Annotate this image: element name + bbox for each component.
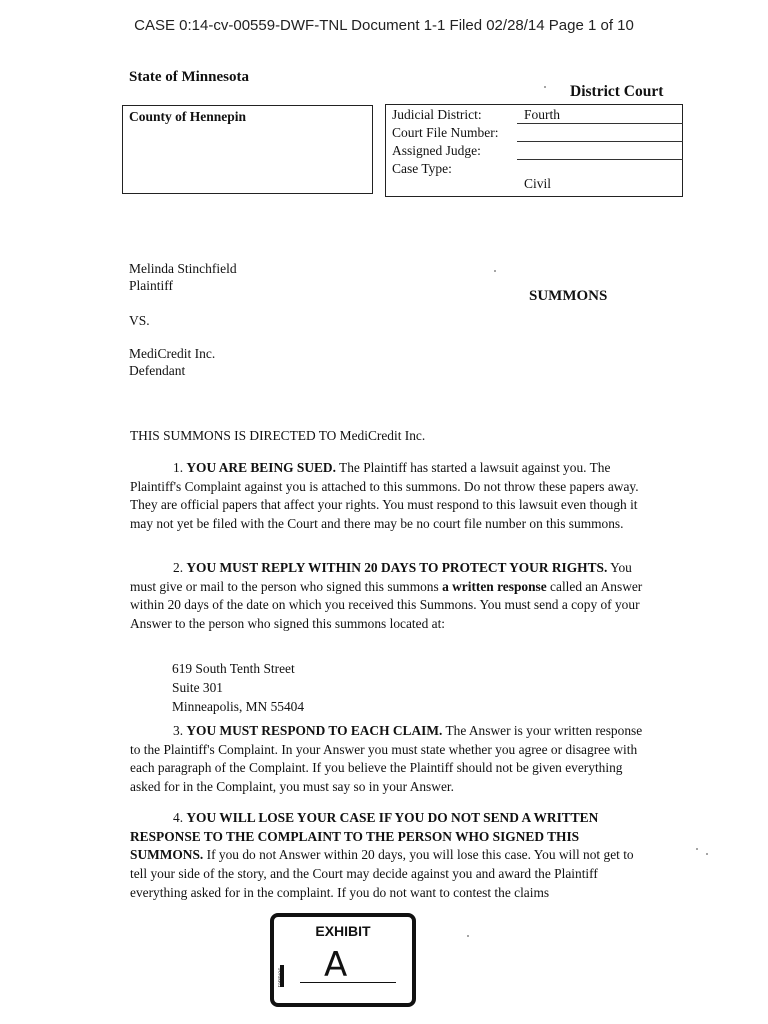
- scan-speck: [696, 848, 698, 850]
- paragraph-2-number: 2.: [173, 560, 187, 575]
- state-name: State of Minnesota: [129, 69, 249, 85]
- paragraph-4-number: 4.: [173, 810, 187, 825]
- case-header: CASE 0:14-cv-00559-DWF-TNL Document 1-1 Filed 02/28/14 Page 1 of 10: [134, 17, 634, 34]
- case-type-label: Case Type:: [392, 161, 452, 176]
- versus: VS.: [129, 313, 150, 328]
- paragraph-2-text-cont: called an Answer within 20 days of the date on which you received this Summons. You must send a copy of your Answer to the person who signed this summons located at:: [130, 578, 643, 632]
- exhibit-stamp: [270, 913, 416, 1007]
- county-name: County of Hennepin: [129, 109, 247, 124]
- field-rule: [517, 123, 683, 124]
- exhibit-letter: A: [324, 945, 348, 985]
- document-title: SUMMONS: [529, 288, 608, 304]
- paragraph-1-number: 1.: [173, 460, 187, 475]
- paragraph-3-number: 3.: [173, 723, 187, 738]
- address-line-2: Suite 301: [172, 680, 223, 695]
- paragraph-2: [130, 559, 646, 634]
- exhibit-underline: [300, 982, 396, 983]
- judicial-district-value: Fourth: [524, 107, 561, 122]
- paragraph-3-heading: YOU MUST RESPOND TO EACH CLAIM.: [186, 723, 443, 738]
- paragraph-1-heading: YOU ARE BEING SUED.: [186, 460, 336, 475]
- scan-speck: [494, 270, 496, 272]
- scan-speck: [544, 86, 546, 88]
- judicial-district-label: Judicial District:: [392, 107, 482, 122]
- field-rule: [517, 159, 683, 160]
- paragraph-1-text: The Plaintiff has started a lawsuit against you. The Plaintiff's Complaint against you is attached to this summons. Do not throw these papers away. They are official papers that affect your rights. You must respond to this lawsuit even though it may not yet be filed with the Court and there may be no court file number on this summons.: [130, 460, 639, 532]
- paragraph-1: [130, 459, 646, 534]
- paragraph-2-heading: YOU MUST REPLY WITHIN 20 DAYS TO PROTECT YOUR RIGHTS.: [186, 560, 608, 575]
- paragraph-2-text: You must give or mail to the person who signed this summons: [130, 560, 632, 594]
- address-line-1: 619 South Tenth Street: [172, 661, 295, 676]
- directed-to: THIS SUMMONS IS DIRECTED TO MediCredit Inc.: [130, 428, 426, 443]
- paragraph-4-text: If you do not Answer within 20 days, you will lose this case. You will not get to tell your side of the story, and the Court may decide against you and award the Plaintiff everything asked for in the complaint. If you do not want to contest the claims: [130, 847, 634, 900]
- plaintiff-role: Plaintiff: [129, 278, 174, 293]
- case-type-value: Civil: [524, 176, 552, 191]
- assigned-judge-label: Assigned Judge:: [392, 143, 481, 158]
- paragraph-4: [130, 809, 646, 903]
- paragraph-3: [130, 722, 646, 797]
- paragraph-3-text: The Answer is your written response to the Plaintiff's Complaint. In your Answer you must state whether you agree or disagree with each paragraph of the Complaint. If you believe the Plaintiff should not be given everything asked for in the Complaint, you must say so in your Answer.: [130, 723, 643, 795]
- scan-speck: [706, 853, 708, 855]
- stamp-bar: [280, 965, 284, 987]
- defendant-name: MediCredit Inc.: [129, 346, 216, 361]
- paragraph-4-heading: YOU WILL LOSE YOUR CASE IF YOU DO NOT SEND A WRITTEN RESPONSE TO THE COMPLAINT TO THE PERSON WHO SIGNED THIS SUMMONS.: [130, 810, 599, 863]
- plaintiff-name: Melinda Stinchfield: [129, 261, 237, 276]
- defendant-role: Defendant: [129, 363, 186, 378]
- paragraph-2-emphasis: a written response: [442, 578, 547, 594]
- court-name: District Court: [570, 83, 664, 100]
- court-file-number-label: Court File Number:: [392, 125, 499, 140]
- exhibit-label: EXHIBIT: [315, 923, 371, 939]
- field-rule: [517, 141, 683, 142]
- scan-speck: [467, 935, 469, 937]
- address-line-3: Minneapolis, MN 55404: [172, 699, 305, 714]
- county-box: [122, 105, 373, 194]
